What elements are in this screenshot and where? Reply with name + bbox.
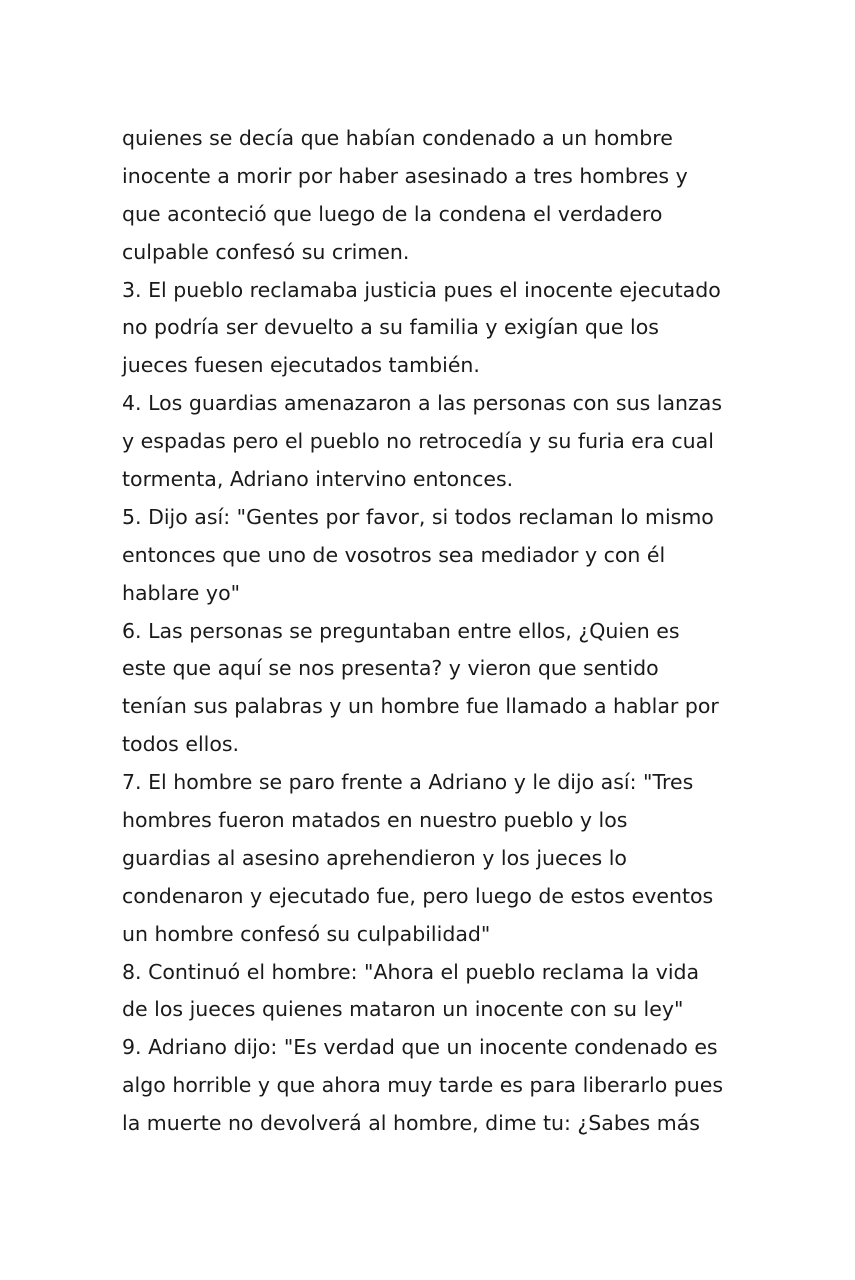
- text-line: entonces que uno de vosotros sea mediador y con él: [122, 542, 666, 567]
- text-line: jueces fuesen ejecutados también.: [122, 353, 480, 378]
- text-line: 9. Adriano dijo: "Es verdad que un inocente condenado es: [122, 1035, 718, 1060]
- text-line: todos ellos.: [122, 732, 240, 757]
- text-line: hablare yo": [122, 580, 241, 605]
- text-line: la muerte no devolverá al hombre, dime tu: ¿Sabes más: [122, 1111, 700, 1136]
- text-line: 6. Las personas se preguntaban entre ellos, ¿Quien es: [122, 618, 680, 643]
- text-line: quienes se decía que habían condenado a un hombre: [122, 126, 673, 150]
- text-line: hombres fueron matados en nuestro pueblo y los: [122, 808, 628, 833]
- text-line: 5. Dijo así: "Gentes por favor, si todos reclaman lo mismo: [122, 504, 714, 529]
- text-line: guardias al asesino aprehendieron y los jueces lo: [122, 845, 627, 870]
- text-line: inocente a morir por haber asesinado a tres hombres y: [122, 163, 688, 188]
- text-line: que aconteció que luego de la condena el verdadero: [122, 201, 663, 226]
- text-line: no podría ser devuelto a su familia y exigían que los: [122, 315, 659, 340]
- text-line: algo horrible y que ahora muy tarde es para liberarlo pues: [122, 1073, 724, 1098]
- text-line: 4. Los guardias amenazaron a las personas con sus lanzas: [122, 391, 723, 416]
- text-line: tenían sus palabras y un hombre fue llamado a hablar por: [122, 694, 719, 719]
- text-line: un hombre confesó su culpabilidad": [122, 921, 491, 946]
- text-line: culpable confesó su crimen.: [122, 239, 410, 264]
- text-line: tormenta, Adriano intervino entonces.: [122, 467, 514, 492]
- text-line: 3. El pueblo reclamaba justicia pues el inocente ejecutado: [122, 277, 721, 302]
- text-line: este que aquí se nos presenta? y vieron que sentido: [122, 656, 659, 681]
- text-line: de los jueces quienes mataron un inocente con su ley": [122, 997, 684, 1022]
- text-line: y espadas pero el pueblo no retrocedía y su furia era cual: [122, 429, 714, 454]
- text-line: 7. El hombre se paro frente a Adriano y le dijo así: "Tres: [122, 770, 694, 795]
- text-line: condenaron y ejecutado fue, pero luego de estos eventos: [122, 883, 714, 908]
- text-line: 8. Continuó el hombre: "Ahora el pueblo reclama la vida: [122, 959, 700, 984]
- body-text: [122, 120, 742, 1143]
